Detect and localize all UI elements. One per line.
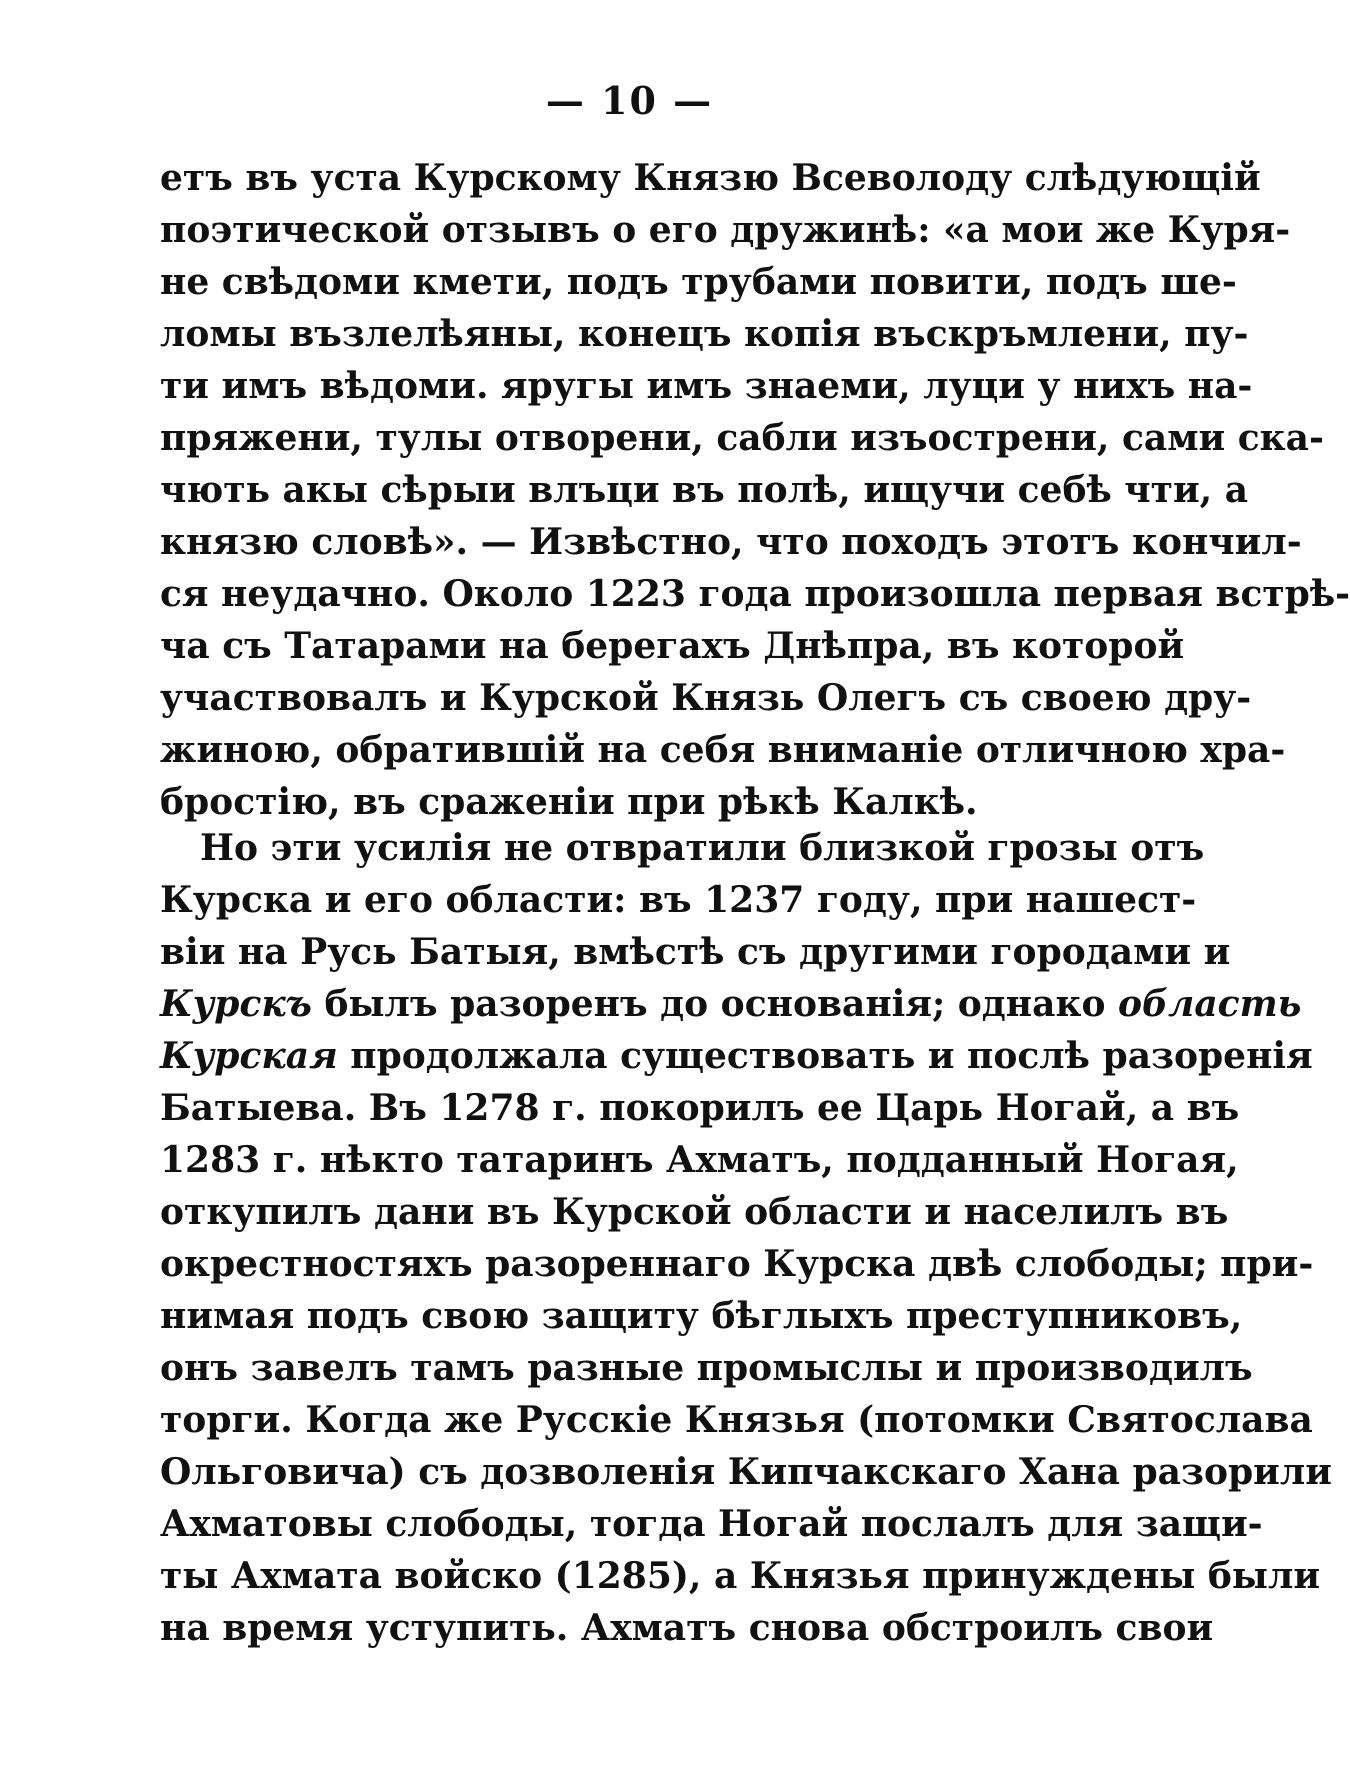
paragraph-continued [160, 152, 1350, 828]
text-line: откупилъ дани въ Курской области и населилъ въ [160, 1191, 1229, 1233]
text-line: ломы възлелѣяны, конецъ копія въскръмлени, пу- [160, 313, 1249, 355]
text-line: нимая подъ свою защиту бѣглыхъ преступниковъ, [160, 1295, 1243, 1337]
text-line: Но эти усилія не отвратили близкой грозы отъ [200, 827, 1205, 869]
text-line: Курска и его области: въ 1237 году, при нашест- [160, 879, 1197, 921]
italic-term: Курскъ [160, 983, 312, 1025]
text-line: участвовалъ и Курской Князь Олегъ съ своею дру- [160, 677, 1252, 719]
text-line: чють акы сѣрыи влъци въ полѣ, ищучи себѣ чти, а [160, 469, 1249, 511]
text-line [160, 978, 1302, 1030]
text-line: онъ завелъ тамъ разные промыслы и производилъ [160, 1347, 1253, 1389]
text-line: на время уступить. Ахматъ снова обстроилъ свои [160, 1607, 1214, 1649]
text-line [160, 1030, 1313, 1082]
text-line: окрестностяхъ разореннаго Курска двѣ слободы; при- [160, 1243, 1314, 1285]
text-line: жиною, обратившій на себя вниманіе отличною хра- [160, 729, 1286, 771]
text-line: ти имъ вѣдоми. яругы имъ знаеми, луци у нихъ на- [160, 365, 1253, 407]
text-line: ся неудачно. Около 1223 года произошла первая встрѣ- [160, 573, 1350, 615]
text-line: князю словѣ». — Извѣстно, что походъ этотъ кончил- [160, 521, 1302, 563]
text-line: 1283 г. нѣкто татаринъ Ахматъ, подданный Ногая, [160, 1139, 1239, 1181]
text-line: не свѣдоми кмети, подъ трубами повити, подъ ше- [160, 261, 1237, 303]
text-line: етъ въ уста Курскому Князю Всеволоду слѣдующій [160, 157, 1261, 199]
text-line: поэтической отзывъ о его дружинѣ: «а мои же Куря- [160, 209, 1291, 251]
text-line: Ахматовы слободы, тогда Ногай послалъ для защи- [160, 1503, 1263, 1545]
text-line: пряжени, тулы отворени, сабли изъострени, сами ска- [160, 417, 1324, 459]
text-line: бростію, въ сраженіи при рѣкѣ Калкѣ. [160, 781, 978, 823]
text-line: віи на Русь Батыя, вмѣстѣ съ другими городами и [160, 931, 1231, 973]
text-segment: продолжала существовать и послѣ разоренія [337, 1035, 1313, 1077]
text-line: торги. Когда же Русскіе Князья (потомки Святослава [160, 1399, 1313, 1441]
text-line: Батыева. Въ 1278 г. покорилъ ее Царь Ногай, а въ [160, 1087, 1240, 1129]
page-number: — 10 — [545, 78, 714, 123]
text-line: ча съ Татарами на берегахъ Днѣпра, въ которой [160, 625, 1185, 667]
italic-term: Курская [160, 1035, 338, 1077]
text-line: ты Ахмата войско (1285), а Князья принуждены были [160, 1555, 1321, 1597]
paragraph-new [160, 822, 1332, 1654]
text-line: Ольговича) съ дозволенія Кипчакскаго Хана разорили [160, 1451, 1332, 1493]
text-segment: былъ разоренъ до основанія; однако [311, 983, 1118, 1025]
italic-term: область [1117, 983, 1302, 1025]
